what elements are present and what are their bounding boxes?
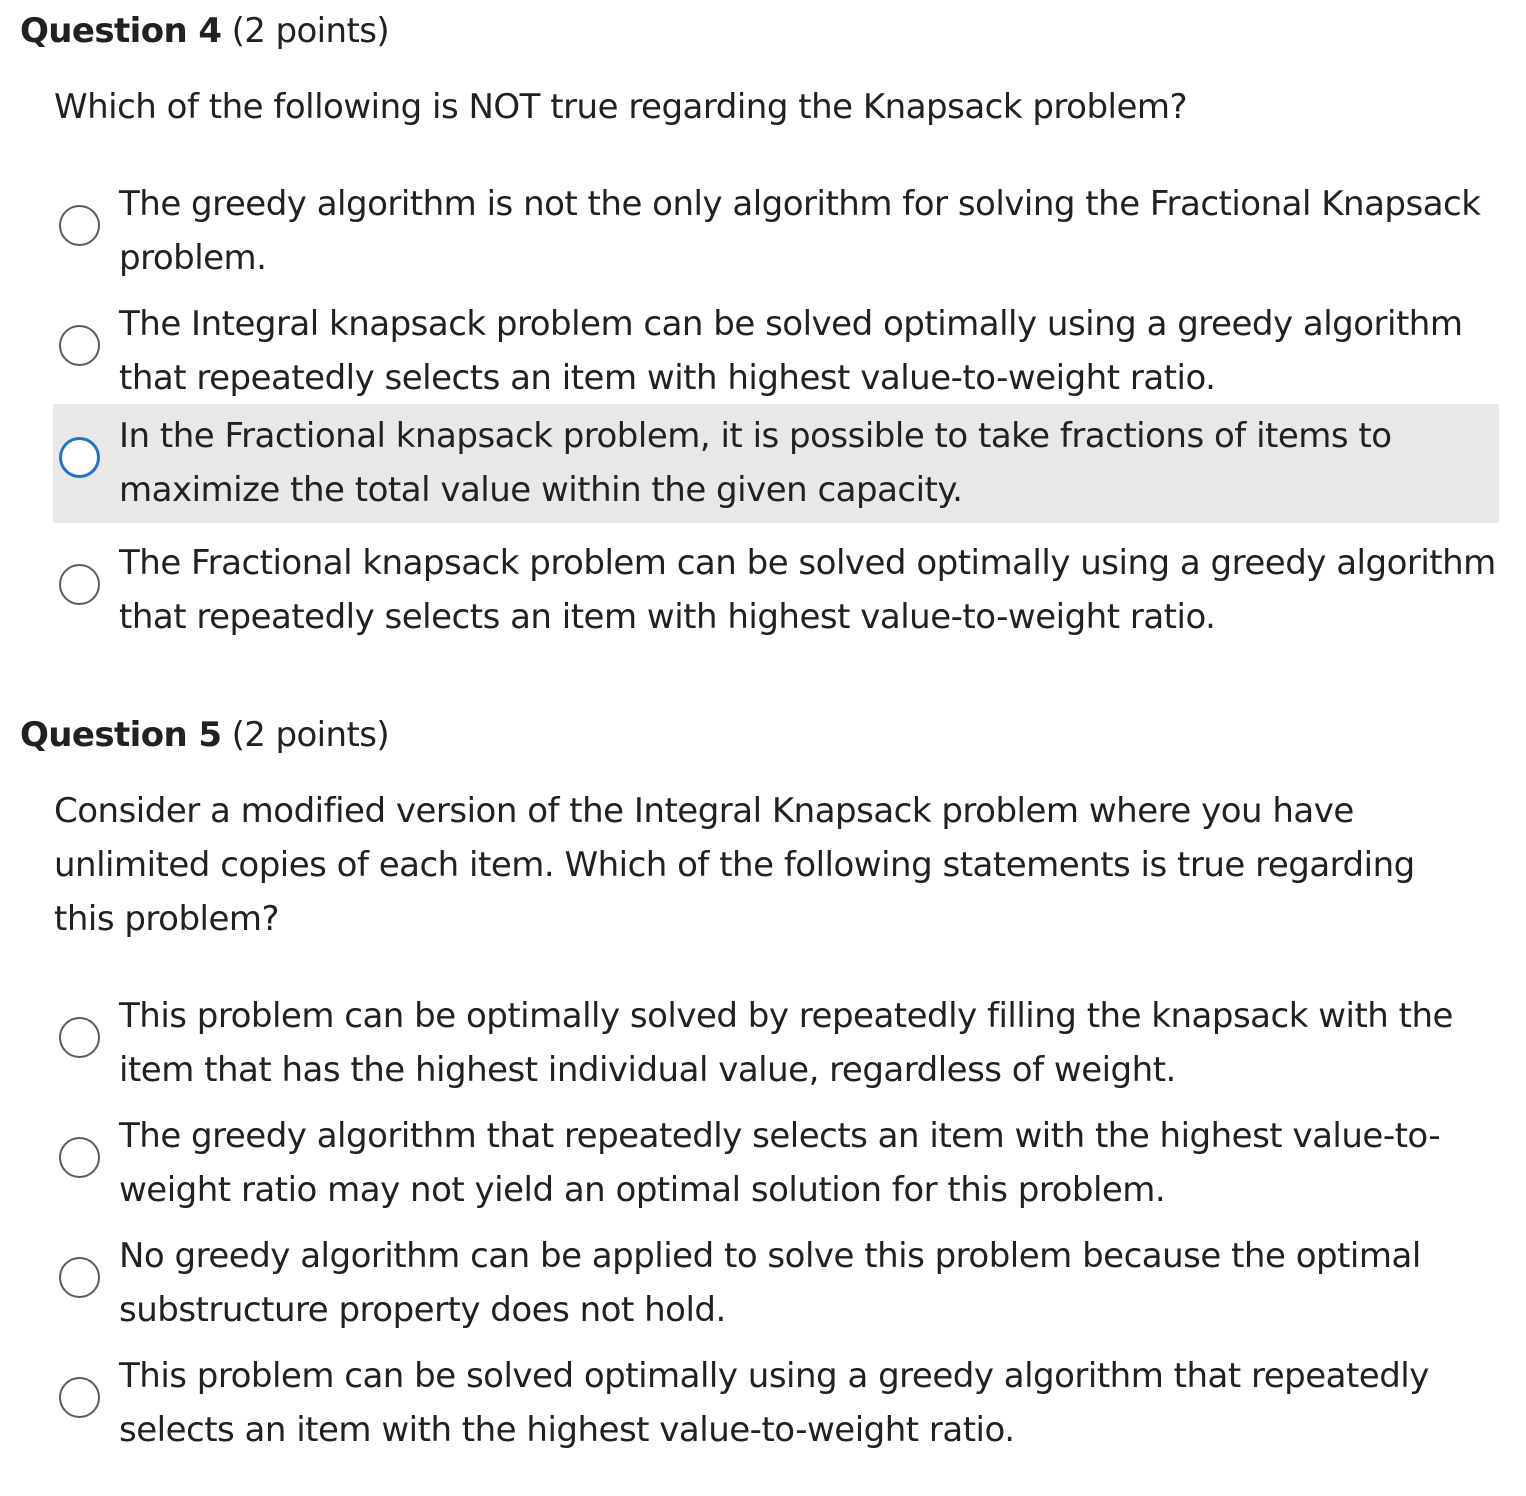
- radio-button[interactable]: [59, 1017, 100, 1058]
- radio-button[interactable]: [59, 1377, 100, 1418]
- answer-option-label[interactable]: The Integral knapsack problem can be solved optimally using a greedy algorithm that repeatedly selects an item with highest value-to-weight ratio.: [119, 304, 1463, 398]
- question-title: Question 4: [20, 11, 222, 51]
- answer-option-label[interactable]: The Fractional knapsack problem can be solved optimally using a greedy algorithm that repeatedly selects an item with highest value-to-weight ratio.: [119, 543, 1496, 637]
- question-prompt: Which of the following is NOT true regarding the Knapsack problem?: [54, 87, 1188, 127]
- answer-option[interactable]: [53, 1224, 1499, 1343]
- radio-button[interactable]: [59, 1257, 100, 1298]
- question-title: Question 5: [20, 715, 222, 755]
- radio-button[interactable]: [59, 564, 100, 605]
- radio-button[interactable]: [59, 325, 100, 366]
- question-points: (2 points): [231, 715, 389, 755]
- answer-option-label[interactable]: No greedy algorithm can be applied to solve this problem because the optimal substructure property does not hold.: [119, 1236, 1421, 1330]
- answer-option-label[interactable]: The greedy algorithm that repeatedly selects an item with the highest value-to-weight ratio may not yield an optimal solution for this problem.: [119, 1116, 1441, 1210]
- question-header: [20, 712, 389, 758]
- answer-option-hovered[interactable]: [53, 404, 1499, 523]
- answer-option-label[interactable]: In the Fractional knapsack problem, it is possible to take fractions of items to maximize the total value within the given capacity.: [119, 416, 1392, 510]
- question-prompt: Consider a modified version of the Integral Knapsack problem where you have unlimited copies of each item. Which of the following statements is true regarding this problem?: [54, 791, 1415, 939]
- answer-option[interactable]: [53, 1344, 1499, 1463]
- question-header: [20, 8, 389, 54]
- answer-option[interactable]: [53, 1104, 1499, 1223]
- answer-option-label[interactable]: This problem can be optimally solved by repeatedly filling the knapsack with the item that has the highest individual value, regardless of weight.: [119, 996, 1453, 1090]
- answer-option[interactable]: [53, 984, 1499, 1103]
- question-points: (2 points): [231, 11, 389, 51]
- answer-option[interactable]: [53, 292, 1499, 411]
- radio-button-focused[interactable]: [59, 437, 100, 478]
- answer-option[interactable]: [53, 531, 1499, 650]
- answer-option-label[interactable]: This problem can be solved optimally using a greedy algorithm that repeatedly selects an item with the highest value-to-weight ratio.: [119, 1356, 1429, 1450]
- radio-button[interactable]: [59, 1137, 100, 1178]
- answer-option-label[interactable]: The greedy algorithm is not the only algorithm for solving the Fractional Knapsack problem.: [119, 184, 1481, 278]
- radio-button[interactable]: [59, 205, 100, 246]
- answer-option[interactable]: [53, 172, 1499, 291]
